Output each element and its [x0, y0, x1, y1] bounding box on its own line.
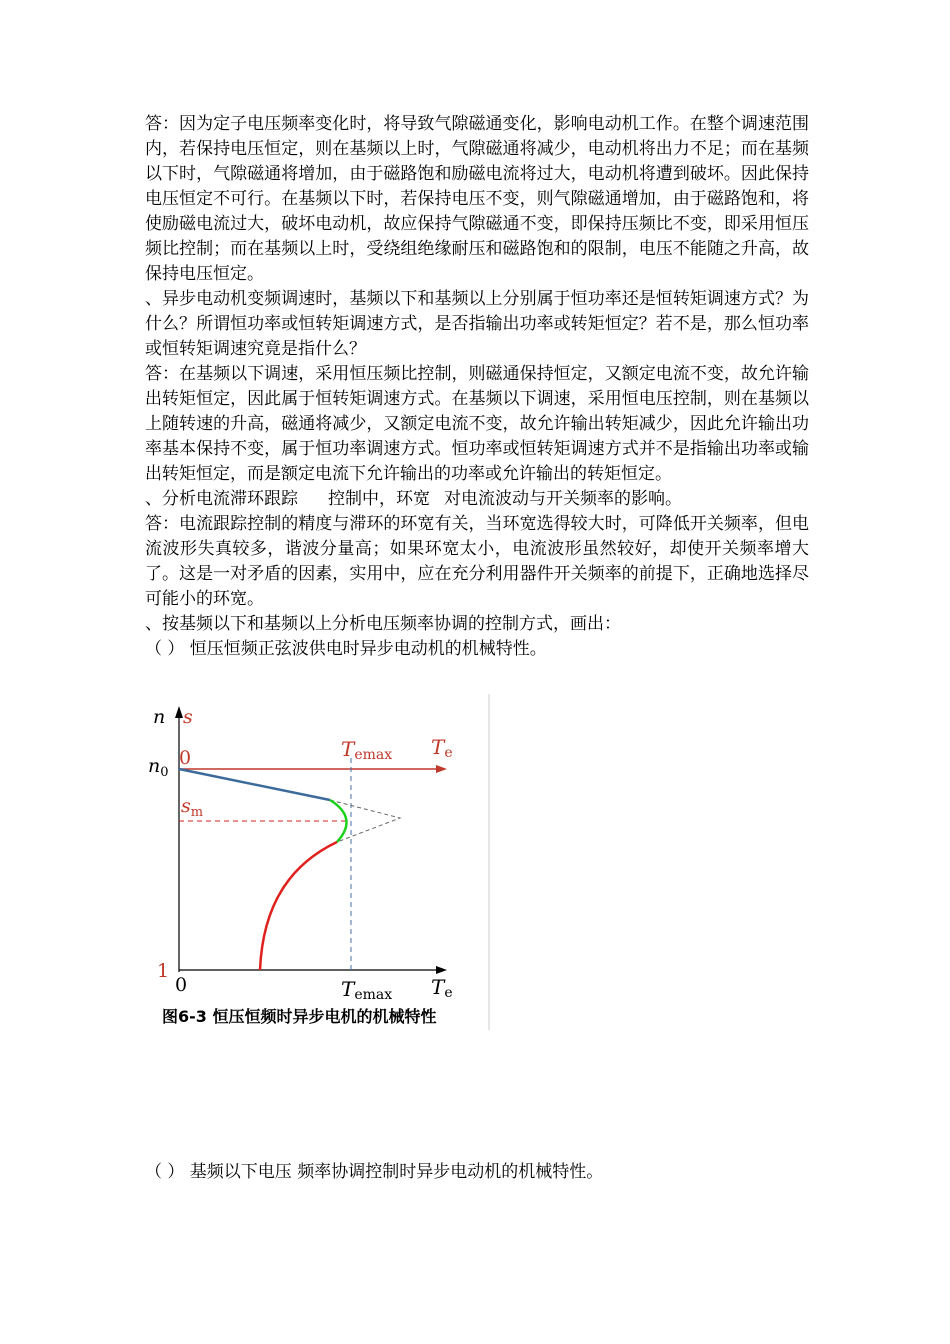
question-4: 、按基频以下和基频以上分析电压频率协调的控制方式，画出： — [145, 614, 621, 634]
label-sm: $s_m$ — [181, 795, 204, 820]
torque-speed-diagram — [145, 694, 490, 1030]
label-te-bottom: Te — [431, 975, 453, 1001]
label-n0: $n_0$ — [148, 755, 169, 780]
linear-segment-curve — [179, 769, 330, 800]
label-temax-bottom: Temax — [341, 977, 393, 1003]
label-te-top: Te — [431, 735, 453, 761]
bottom-axis-arrow — [436, 966, 447, 974]
label-s: s — [183, 706, 193, 728]
label-zero-top: 0 — [179, 747, 192, 769]
answer-2: 答：在基频以下调速，采用恒压频比控制，则磁通保持恒定，又额定电流不变，故允许输出转矩恒定，因此属于恒转矩调速方式。在基频以下调速，采用恒电压控制，则在基频以上随转速的升高，磁通将减少，又额定电流不变，故允许输出转矩减少，因此允许输出功率基本保持不变，属于恒功率调速方式。恒功率或恒转矩调速方式并不是指输出功率或输出转矩恒定，而是额定电流下允许输出的功率或允许输出的转矩恒定。 — [145, 364, 809, 484]
label-temax-top: Temax — [341, 737, 393, 763]
label-one: 1 — [157, 960, 170, 982]
question-3-part-c: 对电流波动与开关频率的影响。 — [444, 489, 682, 509]
text-body — [145, 112, 809, 662]
question-4-item-2: （ ） 基频以下电压 频率协调控制时异步电动机的机械特性。 — [145, 1162, 604, 1182]
question-4-item-1: （ ） 恒压恒频正弦波供电时异步电动机的机械特性。 — [145, 639, 547, 659]
question-3-part-a: 、分析电流滞环跟踪 — [145, 489, 298, 509]
label-zero-bottom: 0 — [175, 974, 188, 996]
question-3-part-b: 控制中，环宽 — [328, 489, 430, 509]
top-axis-arrow — [436, 765, 447, 773]
figure-caption: 图6-3 恒压恒频时异步电机的机械特性 — [162, 1007, 437, 1026]
torque-speed-figure — [145, 694, 490, 1030]
question-3 — [145, 487, 809, 512]
label-n: n — [153, 706, 166, 728]
vertical-axis-arrow — [175, 706, 183, 718]
question-2: 、异步电动机变频调速时，基频以下和基频以上分别属于恒功率还是恒转矩调速方式？为什么？所谓恒功率或恒转矩调速方式，是否指输出功率或转矩恒定？若不是，那么恒功率或恒转矩调速究竟是指什么？ — [145, 289, 809, 359]
unstable-region-curve — [260, 842, 337, 970]
answer-1: 答：因为定子电压频率变化时，将导致气隙磁通变化，影响电动机工作。在整个调速范围内，若保持电压恒定，则在基频以上时，气隙磁通将减少，电动机将出力不足；而在基频以下时，气隙磁通将增加，由于磁路饱和励磁电流将过大，电动机将遭到破坏。因此保持电压恒定不可行。在基频以下时，若保持电压不变，则气隙磁通增加，由于磁路饱和，将使励磁电流过大，破坏电动机，故应保持气隙磁通不变，即保持压频比不变，即采用恒压频比控制；而在基频以上时，受绕组绝缘耐压和磁路饱和的限制，电压不能随之升高，故保持电压恒定。 — [145, 114, 809, 284]
answer-3: 答：电流跟踪控制的精度与滞环的环宽有关，当环宽选得较大时，可降低开关频率，但电流波形失真较多，谐波分量高；如果环宽太小，电流波形虽然较好，却使开关频率增大了。这是一对矛盾的因素，实用中，应在充分利用器件开关频率的前提下，正确地选择尽可能小的环宽。 — [145, 514, 809, 609]
